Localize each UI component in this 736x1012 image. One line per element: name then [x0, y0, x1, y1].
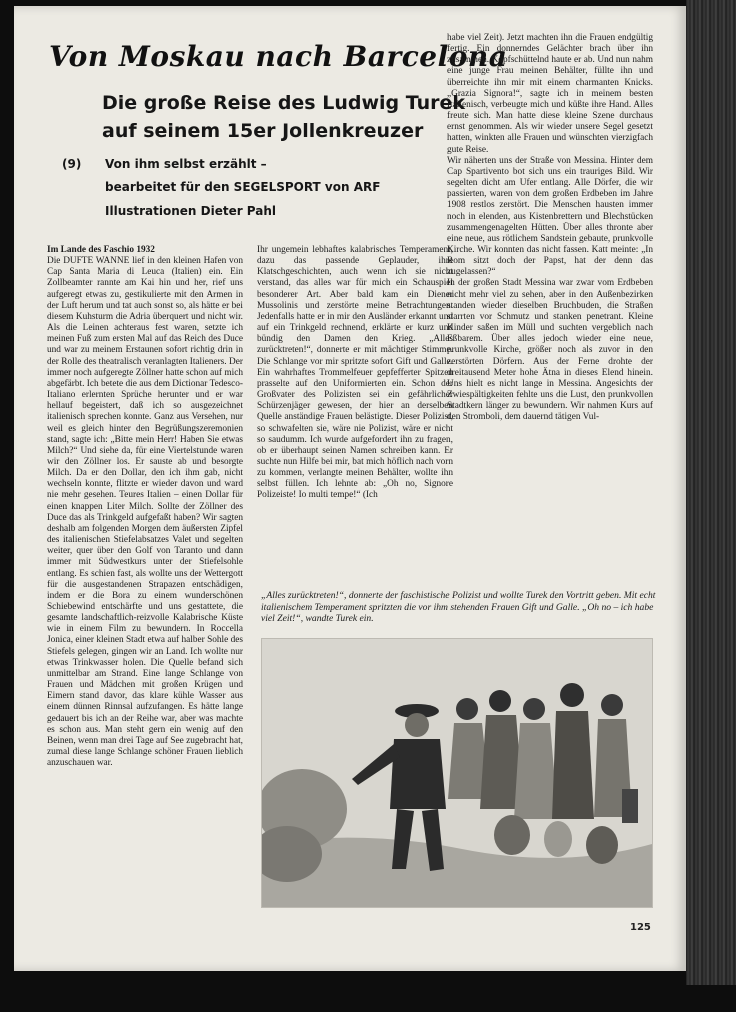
magazine-page: [14, 6, 686, 971]
page-number: 125: [630, 922, 651, 933]
book-spine: [686, 0, 736, 985]
article-title: Von Moskau nach Barcelona: [49, 40, 508, 73]
column-3-paragraph-1: habe viel Zeit). Jetzt machten ihn die Frauen endgültig fertig. Ein donnerndes Gelächter brach über ihn zusammen. Kopfschüttelnd haute er ab. Und nun nahm eine junge Frau meinen Behälter, füllte ihn und überreichte ihn mir mit einem charmanten Knicks. „Grazia Signora!“, sagte ich in meinem besten Italienisch, verbeugte mich und küßte ihre Hand. Alles freute sich. Man hatte diese kleine Szene durchaus ernst genommen. Als wir wieder unsere Segel gesetzt hatten, winkten alle Frauen und wünschten vierzigfach gute Reise.: [447, 33, 653, 155]
text-column-2: [257, 245, 453, 580]
text-column-3: [447, 33, 653, 583]
article-subtitle-line1: Die große Reise des Ludwig Turek: [102, 92, 466, 114]
section-heading: Im Lande des Faschio 1932: [47, 245, 155, 255]
column-1-paragraph: Die DUFTE WANNE lief in den kleinen Hafen von Cap Santa Maria di Leuca (Italien) ein. Ein Zollbeamter rannte am Kai hin und her, rief uns aufgeregt etwas zu, gestikulierte mit den Armen in der Luft herum und tat auch sonst so, als hätte er bei diesem Kuhsturm die Adria überquert und nicht wir. Als die Leinen achteraus fest waren, setzte ich meinen Fuß zum ersten Mal auf das Reich des Duce und war zu meinem Erstaunen sofort richtig drin in der Rolle des theatralisch veranlagten Italieners. Der immer noch aufgeregte Zöllner hatte schon auf mich abgefärbt. Ich betete die aus dem Dictionar Tedesco-Italiano erlernten Sprüche herunter und er war hellauf begeistert, daß ich so ausgezeichnet italienisch sprechen konnte. Ganz aus Versehen, nur weil es gleich hinter den Begrüßungszeremonien stand, sagte ich: „Bitte mein Herr! Haben Sie etwas Milch?“ Und siehe da, für eine Viertelstunde waren wir den Zöllner los. Er sauste ab und besorgte Milch. Da er den Dollar, den ich ihm gab, nicht wechseln konnte, flitzte er wieder davon und ward nie mehr gesehen. Teures Italien – einen Dollar für einen knappen Liter Milch. Sollte der Zöllner des Duce das als Trinkgeld aufgefaßt haben? Wir sagten deshalb am folgenden Morgen dem äußersten Zipfel des italienischen Stiefelabsatzes Valet und segelten weiter, quer über den Golf von Taranto und dann immer mit Südwestkurs unter der Stiefelsohle entlang. Es schien fast, als wollte uns der Wettergott für die ausgestandenen Strapazen entschädigen, indem er die Bora zu einem wunderschönen Schiebewind entschärfte und uns gestattete, die gesamte landschaftlich-reizvolle Kalabrische Küste wie in einem Film zu bewundern. In Roccella Jonica, einer kleinen Stadt etwa auf halber Sohle des Stiefels gelegen, gingen wir an Land. Ich wollte nur etwas Trinkwasser holen. Die Quelle befand sich unmittelbar am Strand. Eine lange Schlange von Frauen und Mädchen mit großen Krügen und Eimern stand davor, das klare kühle Wasser aus einem dünnen Rinnsal aufzufangen. Es hätte lange gedauert bis ich an der Reihe war, aber was machte es schon aus. Man steht gern ein wenig auf den Beinen, wenn man drei Tage auf See zugebracht hat, zumal diese lange Schlange schöner Frauen lieblich anzuschauen war.: [47, 256, 243, 769]
illustration-caption: „Alles zurücktreten!“, donnerte der faschistische Polizist und wollte Turek den Vortritt geben. Mit echt italienischem Temperament spritzten die vor ihm stehenden Frauen Gift und Galle. „Oh no – ich habe viel Zeit!“, wandte Turek ein.: [261, 590, 656, 624]
credit-line-3: Illustrationen Dieter Pahl: [105, 204, 277, 218]
article-subtitle-line2: auf seinem 15er Jollenkreuzer: [102, 120, 424, 142]
column-2-paragraph: Ihr ungemein lebhaftes kalabrisches Temperament, dazu das passende Geplauder, ihre Klatschgeschichten, auch wenn ich sie nicht verstand, das alles war für mich ein Schauspiel besonderer Art. Aber bald kam ein Diener Mussolinis und zerstörte meine Betrachtungen. Jedenfalls hatte er in mir den Ausländer erkannt und auf ein Trinkgeld rechnend, erklärte er kurz und bündig den Damen den Krieg. „Alles zurücktreten!“, donnerte er mit mächtiger Stimme. Die Schlange vor mir spritzte sofort Gift und Galle. Ein wahrhaftes Trommelfeuer gepfefferter Spitzen prasselte auf den Uniformierten ein. Schon der Großvater des Polizisten sei ein gefährlicher Schürzenjäger gewesen, der hier an derselben Quelle anständige Frauen belästigte. Dieser Polizist, so schwafelten sie, wäre nie Polizist, wäre er nicht so saudumm. Ich wurde aufgefordert ihn zu fragen, ob er überhaupt seinen Namen schreiben kann. Er suchte nun Hilfe bei mir, bat mich höflich nach vorn zu kommen, verlangte meinen Behälter, wollte ihn selbst füllen. Ich lehnte ab: „Oh no, Signore Polizeiste! Io multi tempe!“ (Ich: [257, 245, 453, 501]
credit-line-1: Von ihm selbst erzählt –: [105, 157, 267, 171]
column-3-paragraph-3: In der großen Stadt Messina war zwar vom Erdbeben nicht mehr viel zu sehen, aber in den Außenbezirken standen wieder dieselben Bruchbuden, die Straßen starrten vor Schmutz und stanken penetrant. Kleine Kinder saßen im Müll und suchten vergeblich nach Eßbarem. Über alles jedoch wieder eine neue, prunkvolle Kirche, größer noch als zuvor in den zerstörten Dörfern. Aus der Ferne drohte der dreitausend Meter hohe Ätna in dieses Elend hinein. Uns hielt es nicht lange in Messina. Angesichts der Zwiespältigkeiten fehlte uns die Lust, den prunkvollen Stadtkern länger zu bewundern. Wir nahmen Kurs auf den Stromboli, dem dauernd tätigen Vul-: [447, 278, 653, 423]
part-number: (9): [62, 157, 82, 171]
text-column-1: [47, 245, 243, 910]
credit-line-2: bearbeitet für den SEGELSPORT von ARF: [105, 180, 381, 194]
illustration-policeman-and-women: [261, 638, 653, 908]
column-3-paragraph-2: Wir näherten uns der Straße von Messina. Hinter dem Cap Spartivento bot sich uns ein trauriges Bild. Wir segelten dicht am Ufer entlang. Alle Dörfer, die wir passierten, waren von dem großen Erdbeben im Jahre 1908 restlos zerstört. Die Menschen hausten immer noch in elenden, aus Kistenbrettern und Blechstücken zusammengenagelten Hütten. Über alles thronte aber eine neue, aus rötlichem Sandstein gebaute, prunkvolle Kirche. Wir konnten das nicht fassen. Katt meinte: „In Rom sitzt doch der Papst, hat der denn das zugelassen?“: [447, 155, 653, 278]
